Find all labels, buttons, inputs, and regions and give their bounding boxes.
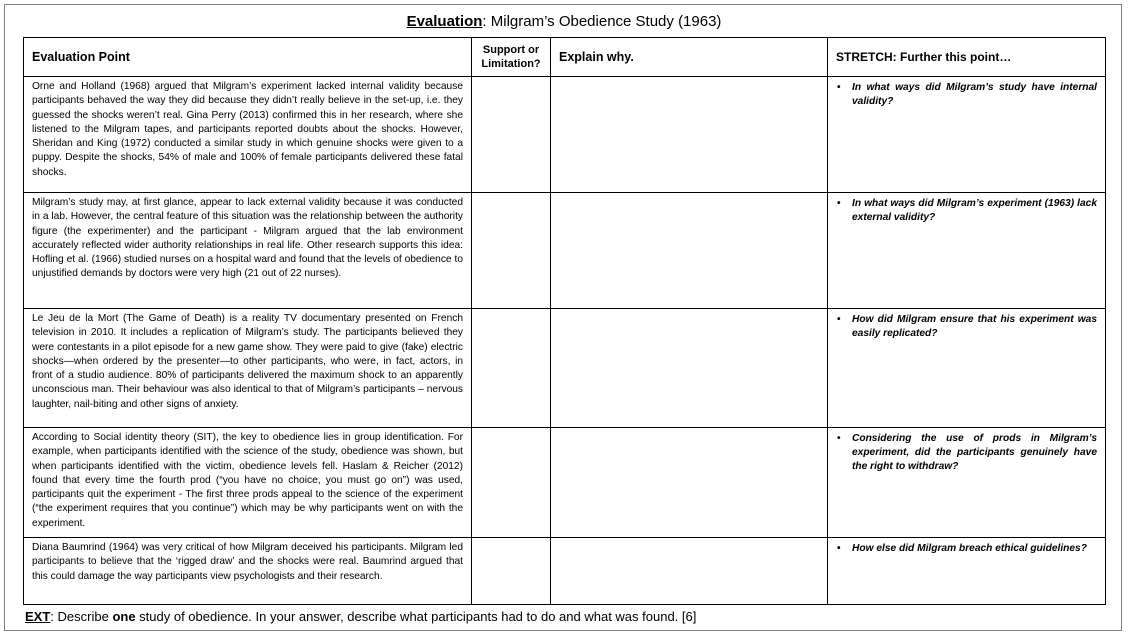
support-limitation-cell[interactable]	[472, 428, 551, 538]
title-evaluation-label: Evaluation	[406, 13, 483, 30]
stretch-cell	[828, 538, 1106, 605]
support-limitation-cell[interactable]	[472, 193, 551, 309]
ext-text-part2: study of obedience. In your answer, describe what participants had to do and what was found. [6]	[135, 609, 697, 624]
evaluation-table	[23, 37, 1106, 605]
extension-task	[25, 609, 696, 624]
table-row	[24, 428, 1106, 538]
explain-why-cell[interactable]	[551, 193, 828, 309]
header-row	[24, 38, 1106, 77]
stretch-question: • How did Milgram ensure that his experiment was easily replicated?	[852, 313, 1097, 341]
table-row	[24, 193, 1106, 309]
header-evaluation-point: Evaluation Point	[24, 38, 472, 77]
ext-bold-word: one	[112, 609, 136, 624]
header-explain-why: Explain why.	[551, 38, 828, 77]
stretch-cell	[828, 428, 1106, 538]
table-row	[24, 538, 1106, 605]
stretch-cell	[828, 309, 1106, 428]
header-support-limitation: Support or Limitation?	[472, 38, 551, 77]
evaluation-point-cell: Orne and Holland (1968) argued that Milgram’s experiment lacked internal validity because participants behaved the way they did because they didn’t really believe in the set-up, i.e. they guessed the shocks weren’t real. Gina Perry (2013) confirmed this in her research, where she listened to the Milgram tapes, and participants reported doubts about the shocks. However, Sheridan and King (1972) conducted a similar study in which genuine shocks were given to a puppy. Despite the shocks, 54% of male and 100% of female participants delivered these fatal shocks.	[24, 77, 472, 193]
evaluation-point-cell: Milgram’s study may, at first glance, appear to lack external validity because it was conducted in a lab. However, the central feature of this situation was the relationship between the authority figure (the experimenter) and the participant - Milgram argued that the lab environment accurately reflected wider authority relationships in real life. Other research supports this idea: Hofling et al. (1966) studied nurses on a hospital ward and found that the levels of obedience to unjustified demands by doctors were very high (21 out of 22 nurses).	[24, 193, 472, 309]
stretch-cell	[828, 193, 1106, 309]
explain-why-cell[interactable]	[551, 428, 828, 538]
table-row	[24, 77, 1106, 193]
title-study-name: : Milgram’s Obedience Study (1963)	[482, 13, 722, 30]
explain-why-cell[interactable]	[551, 309, 828, 428]
stretch-question: • In what ways did Milgram’s experiment (1963) lack external validity?	[852, 197, 1097, 225]
table-row	[24, 309, 1106, 428]
evaluation-point-cell: According to Social identity theory (SIT), the key to obedience lies in group identification. For example, when participants identified with the science of the study, obedience was shown, but when participants identified with the victim, obedience levels fell. Haslam & Reicher (2012) found that every time the fourth prod (“you have no choice, you must go on”) was used, participants quit the experiment - The first three prods appeal to the science of the experiment (“the experiment requires that you continue”) which may be why participants went on with the experiment.	[24, 428, 472, 538]
explain-why-cell[interactable]	[551, 77, 828, 193]
stretch-question: • Considering the use of prods in Milgram’s experiment, did the participants genuinely have the right to withdraw?	[852, 432, 1097, 475]
support-limitation-cell[interactable]	[472, 77, 551, 193]
evaluation-point-cell: Le Jeu de la Mort (The Game of Death) is a reality TV documentary presented on French television in 2010. It includes a replication of Milgram’s study. The participants believed they were contestants in a pilot episode for a new game show. They were paid to give (fake) electric shocks—when ordered by the presenter—to other participants, who were, in fact, actors, in front of a studio audience. 80% of participants delivered the maximum shock to an apparently unconscious man. Their behaviour was also identical to that of Milgram’s participants – nervous laughter, nail-biting and other signs of anxiety.	[24, 309, 472, 428]
page-title	[0, 13, 1128, 30]
stretch-question: • How else did Milgram breach ethical guidelines?	[852, 542, 1097, 556]
stretch-question: • In what ways did Milgram’s study have internal validity?	[852, 81, 1097, 109]
stretch-cell	[828, 77, 1106, 193]
support-limitation-cell[interactable]	[472, 309, 551, 428]
evaluation-point-cell: Diana Baumrind (1964) was very critical of how Milgram deceived his participants. Milgram led participants to believe that the ‘rigged draw’ and the shocks were real. Baumrind argued that this could damage the way participants view psychologists and their research.	[24, 538, 472, 605]
explain-why-cell[interactable]	[551, 538, 828, 605]
support-limitation-cell[interactable]	[472, 538, 551, 605]
ext-text-part1: : Describe	[50, 609, 113, 624]
ext-label: EXT	[25, 609, 51, 624]
header-stretch: STRETCH: Further this point…	[828, 38, 1106, 77]
